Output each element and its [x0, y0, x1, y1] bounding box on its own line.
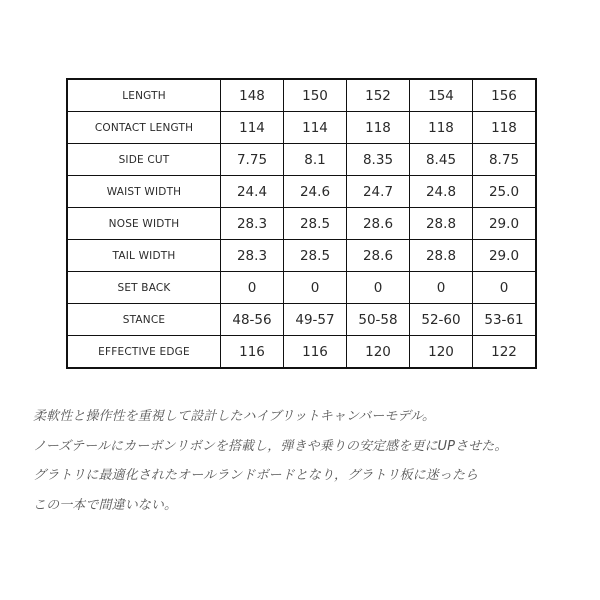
spec-value: 154 — [410, 79, 473, 112]
description-line: この一本で間違いない。 — [33, 497, 178, 513]
spec-value: 25.0 — [473, 176, 537, 208]
spec-table — [66, 78, 537, 369]
spec-row-nose-width — [67, 208, 536, 240]
spec-value: 50-58 — [347, 304, 410, 336]
spec-value: 120 — [410, 336, 473, 369]
spec-value: 8.1 — [284, 144, 347, 176]
description-line: グラトリに最適化されたオールランドボードとなり，グラトリ板に迷ったら — [33, 468, 479, 483]
spec-value: 48-56 — [221, 304, 284, 336]
description-line: ノーズテールにカーボンリボンを搭載し，弾きや乗りの安定感を更にUPさせた。 — [33, 438, 508, 454]
spec-value: 24.4 — [221, 176, 284, 208]
spec-value: 8.45 — [410, 144, 473, 176]
row-label: SET BACK — [67, 272, 221, 304]
spec-value: 118 — [473, 112, 537, 144]
spec-value: 24.8 — [410, 176, 473, 208]
spec-value: 118 — [410, 112, 473, 144]
spec-value: 28.8 — [410, 208, 473, 240]
row-label: EFFECTIVE EDGE — [67, 336, 221, 369]
spec-row-contact-length — [67, 112, 536, 144]
spec-value: 28.5 — [284, 240, 347, 272]
spec-value: 0 — [473, 272, 537, 304]
spec-value: 24.7 — [347, 176, 410, 208]
spec-value: 29.0 — [473, 240, 537, 272]
spec-value: 152 — [347, 79, 410, 112]
spec-value: 28.3 — [221, 208, 284, 240]
spec-row-length — [67, 79, 536, 112]
spec-value: 0 — [284, 272, 347, 304]
spec-value: 8.35 — [347, 144, 410, 176]
product-description — [33, 402, 593, 520]
spec-value: 7.75 — [221, 144, 284, 176]
spec-value: 114 — [284, 112, 347, 144]
spec-value: 52-60 — [410, 304, 473, 336]
row-label: LENGTH — [67, 79, 221, 112]
spec-value: 118 — [347, 112, 410, 144]
spec-value: 122 — [473, 336, 537, 369]
spec-row-stance — [67, 304, 536, 336]
spec-value: 49-57 — [284, 304, 347, 336]
spec-value: 53-61 — [473, 304, 537, 336]
spec-value: 148 — [221, 79, 284, 112]
spec-value: 28.6 — [347, 240, 410, 272]
spec-value: 0 — [221, 272, 284, 304]
spec-value: 120 — [347, 336, 410, 369]
spec-value: 28.8 — [410, 240, 473, 272]
row-label: WAIST WIDTH — [67, 176, 221, 208]
spec-value: 116 — [284, 336, 347, 369]
spec-row-effective-edge — [67, 336, 536, 369]
row-label: TAIL WIDTH — [67, 240, 221, 272]
spec-value: 0 — [410, 272, 473, 304]
row-label: NOSE WIDTH — [67, 208, 221, 240]
spec-value: 150 — [284, 79, 347, 112]
spec-row-tail-width — [67, 240, 536, 272]
spec-table-body — [67, 79, 536, 368]
spec-row-side-cut — [67, 144, 536, 176]
row-label: SIDE CUT — [67, 144, 221, 176]
spec-value: 28.5 — [284, 208, 347, 240]
spec-value: 116 — [221, 336, 284, 369]
row-label: CONTACT LENGTH — [67, 112, 221, 144]
spec-value: 28.6 — [347, 208, 410, 240]
description-line: 柔軟性と操作性を重視して設計したハイブリットキャンバーモデル。 — [33, 409, 436, 424]
spec-value: 24.6 — [284, 176, 347, 208]
spec-value: 29.0 — [473, 208, 537, 240]
spec-value: 28.3 — [221, 240, 284, 272]
spec-value: 8.75 — [473, 144, 537, 176]
spec-value: 114 — [221, 112, 284, 144]
spec-value: 156 — [473, 79, 537, 112]
spec-row-set-back — [67, 272, 536, 304]
row-label: STANCE — [67, 304, 221, 336]
spec-row-waist-width — [67, 176, 536, 208]
spec-value: 0 — [347, 272, 410, 304]
